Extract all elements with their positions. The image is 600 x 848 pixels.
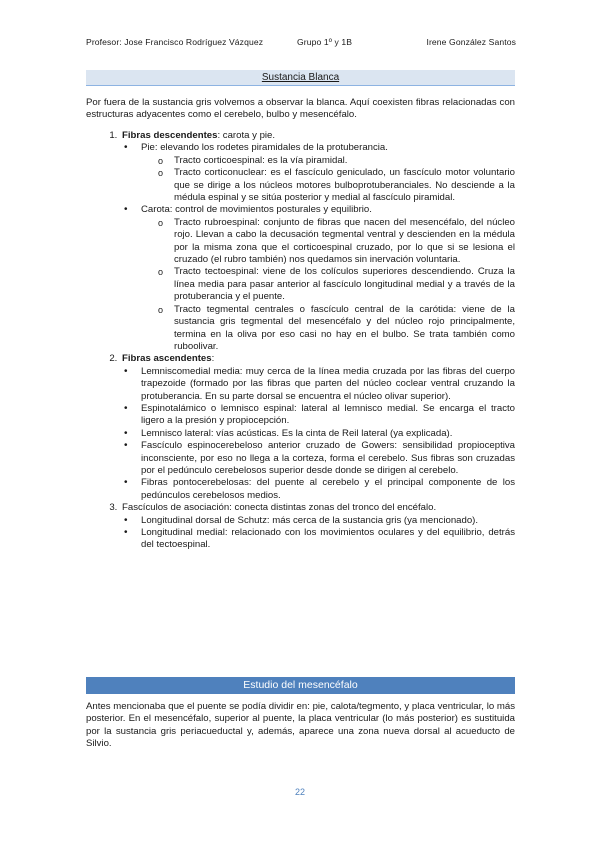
fiber-list: [86, 130, 515, 552]
list-item-pie: [141, 142, 515, 204]
list-item: o Tracto corticoespinal: es la vía piramidal.: [174, 155, 515, 167]
mesencefalo-paragraph: Antes mencionaba que el puente se podía dividir en: pie, calota/tegmento, y placa ventricular, lo más posterior. En el mesencéfalo, superior al puente, la placa ventricular (lo más posterior) es sustituida por la sustancia gris periacueductal y, además, aparece una zona nueva dorsal al acueducto de Silvio.: [86, 701, 515, 749]
asociacion-text: Fascículos de asociación: conecta distintas zonas del tronco del encéfalo.: [122, 502, 437, 514]
list-item: • Longitudinal medial: relacionado con los movimientos oculares y del equilibrio, detrás del tectoespinal.: [141, 527, 515, 552]
list-item: o Tracto corticonuclear: es el fascículo geniculado, un fascículo motor voluntario que se dirige a los núcleos motores bulboprotuberanciales. No desciende a la médula espinal y se sitúa posterior y medial al fascículo piramidal.: [174, 167, 515, 204]
header-group: Grupo 1º y 1B: [297, 37, 353, 47]
carota-text: Carota: control de movimientos posturales y equilibrio.: [141, 204, 372, 216]
pie-text: Pie: elevando los rodetes piramidales de la protuberancia.: [141, 142, 388, 154]
item-suffix: :: [211, 353, 215, 365]
item-title: Fibras descendentes: [122, 130, 218, 141]
list-item: • Fascículo espinocerebeloso anterior cruzado de Gowers: sensibilidad propioceptiva inconsciente, por eso no llega a la corteza, forma el cerebelo. Sus fibras son cruzadas por el pedúnculo cerebelosos superior desde donde se dirigen al cerebelo.: [141, 440, 515, 477]
section-title: Sustancia Blanca: [261, 72, 340, 83]
list-item: o Tracto tectoespinal: viene de los colículos superiores descendiendo. Cruza la línea media para pasar anterior al fascículo longitudinal medial y a través de la protuberancia y el puente.: [174, 266, 515, 303]
list-item-asociacion: [120, 502, 515, 552]
section-heading-sustancia-blanca: [86, 70, 515, 86]
list-item: • Fibras pontocerebelosas: del puente al cerebelo y el principal componente de los pedúnculos cerebelosos medios.: [141, 477, 515, 502]
intro-paragraph: Por fuera de la sustancia gris volvemos a observar la blanca. Aquí coexisten fibras relacionadas con estructuras adyacentes como el cerebelo, bulbo y mesencéfalo.: [86, 97, 515, 121]
list-item: • Lemnisco lateral: vías acústicas. Es la cinta de Reil lateral (ya explicada).: [141, 428, 515, 440]
list-item: • Longitudinal dorsal de Schutz: más cerca de la sustancia gris (ya mencionado).: [141, 515, 515, 527]
list-item-ascendentes: [120, 353, 515, 502]
page-number: 22: [294, 787, 305, 797]
list-item-carota: [141, 204, 515, 353]
header-author: Irene González Santos: [426, 37, 516, 47]
list-item: • Espinotalámico o lemnisco espinal: lateral al lemnisco medial. Se encarga el tracto ligero a la presión y propiocepción.: [141, 403, 515, 428]
item-title: Fibras ascendentes: [122, 353, 212, 365]
section-heading-mesencefalo: Estudio del mesencéfalo: [86, 677, 515, 694]
list-item: o Tracto rubroespinal: conjunto de fibras que nacen del mesencéfalo, del núcleo rojo. Llevan a cabo la decusación tegmental ventral y descienden en la médula por la misma zona que el corticoespinal cruzado, por lo que si se lesiona el cruzado (el rubro también) nos quedamos sin inervación voluntaria.: [174, 217, 515, 267]
header-professor: Profesor: Jose Francisco Rodríguez Vázquez: [86, 37, 264, 47]
list-item: o Tracto tegmental centrales o fascículo central de la carótida: viene de la sustancia gris tegmental del mesencéfalo y del núcleo rojo principalmente, termina en la oliva por eso casi no hay en el bulbo. Se trata también como ruboolivar.: [174, 304, 515, 354]
item-suffix: : carota y pie.: [217, 130, 276, 141]
list-item-descendentes: [120, 130, 515, 353]
list-item: • Lemniscomedial media: muy cerca de la línea media cruzada por las fibras del cuerpo trapezoide (formado por las fibras que parten del núcleo coclear ventral cruzando la protuberancia. En su parte dorsal se encuentra el núcleo olivar superior).: [141, 366, 515, 403]
